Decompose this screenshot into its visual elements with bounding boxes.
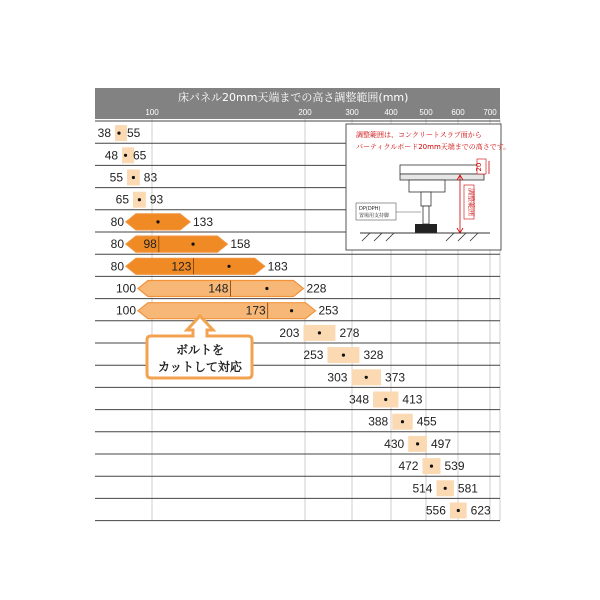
range-max-label: 83 (143, 170, 158, 185)
x-tick-label: 300 (345, 108, 359, 117)
range-max-label: 497 (430, 436, 452, 451)
range-max-label: 65 (133, 148, 147, 163)
range-midpoint (132, 176, 135, 179)
range-min-label: 203 (279, 325, 300, 340)
pedestal-shaft (423, 206, 429, 224)
dim-20-label: 20 (475, 162, 483, 172)
range-row (98, 125, 141, 141)
range-midpoint (430, 465, 433, 468)
range-row (398, 458, 464, 474)
range-cut-label: 173 (245, 303, 266, 318)
range-row (412, 480, 478, 496)
inset-diagram (346, 124, 510, 250)
range-row (116, 192, 164, 208)
range-min-label: 472 (398, 459, 419, 474)
range-min-label: 348 (349, 392, 370, 407)
range-min-label: 514 (412, 481, 433, 496)
range-min-label: 430 (384, 436, 405, 451)
range-max-label: 158 (230, 237, 251, 252)
range-max-label: 228 (306, 281, 327, 296)
x-tick-label: 100 (145, 108, 159, 117)
x-tick-label: 700 (483, 108, 497, 117)
range-max-label: 55 (127, 126, 141, 141)
range-row (368, 414, 437, 430)
range-box (115, 125, 127, 141)
range-midpoint (365, 376, 368, 379)
range-arrow (126, 236, 227, 252)
range-min-label: 80 (110, 237, 124, 252)
range-max-label: 413 (402, 392, 423, 407)
range-row (110, 170, 158, 186)
range-midpoint (401, 420, 404, 423)
range-min-label: 55 (109, 170, 123, 185)
range-min-label: 48 (104, 148, 119, 163)
range-label: 調整範囲 (467, 188, 475, 216)
range-max-label: 373 (385, 370, 406, 385)
range-cut-label: 148 (208, 281, 229, 296)
range-max-label: 278 (339, 325, 360, 340)
range-row (327, 369, 405, 385)
pedestal-base (415, 224, 437, 233)
range-max-label: 539 (444, 459, 465, 474)
range-min-label: 38 (97, 126, 111, 141)
range-midpoint (318, 331, 321, 334)
range-max-label: 581 (457, 481, 478, 496)
range-midpoint (117, 132, 120, 135)
inset-note-1: 調整範囲は、コンクリートスラブ面から (356, 131, 482, 139)
range-row (349, 392, 423, 408)
range-midpoint (416, 442, 419, 445)
particle-board (400, 174, 484, 180)
range-midpoint (384, 398, 387, 401)
range-arrow (138, 303, 315, 319)
range-row (111, 236, 251, 252)
range-cut-label: 123 (171, 259, 192, 274)
range-max-label: 133 (193, 214, 214, 229)
range-midpoint (156, 220, 159, 223)
range-min-label: 100 (115, 303, 136, 318)
range-row (303, 347, 383, 363)
inset-note-2: パーティクルボード20mm天端までの高さです。 (356, 143, 511, 151)
range-midpoint (138, 198, 141, 201)
x-tick-label: 500 (419, 108, 433, 117)
range-row (105, 147, 147, 163)
pedestal-head (409, 180, 445, 192)
range-arrow (126, 258, 265, 274)
floor-panel (400, 162, 484, 174)
pedestal-bolt (421, 192, 431, 206)
range-max-label: 623 (470, 503, 491, 518)
range-min-label: 388 (368, 414, 389, 429)
range-row (279, 325, 359, 341)
range-min-label: 80 (110, 259, 124, 274)
range-max-label: 328 (363, 348, 384, 363)
dp-label-1: DP(DPH) (359, 206, 381, 212)
range-midpoint (265, 287, 268, 290)
range-min-label: 253 (303, 348, 324, 363)
range-cut-label: 98 (143, 237, 157, 252)
range-row (116, 303, 339, 319)
range-min-label: 65 (115, 192, 129, 207)
chart-title: 床パネル20mm天端までの高さ調整範囲(mm) (178, 91, 409, 104)
range-row (116, 281, 327, 297)
x-tick-label: 600 (451, 108, 465, 117)
range-midpoint (227, 265, 230, 268)
x-tick-label: 400 (384, 108, 398, 117)
dp-label-2: 置場用支持脚 (359, 213, 390, 219)
range-midpoint (444, 487, 447, 490)
range-min-label: 303 (327, 370, 348, 385)
range-row (384, 436, 451, 452)
range-max-label: 183 (267, 259, 288, 274)
range-row (111, 214, 214, 230)
bolt-cut-callout (147, 316, 252, 378)
range-max-label: 253 (318, 303, 339, 318)
range-midpoint (457, 509, 460, 512)
range-midpoint (290, 309, 293, 312)
range-row (426, 503, 491, 519)
callout-line-2: カットして対応 (158, 360, 242, 374)
range-row (111, 258, 288, 274)
range-min-label: 556 (425, 503, 446, 518)
range-max-label: 93 (149, 192, 164, 207)
range-max-label: 455 (416, 414, 437, 429)
range-midpoint (191, 243, 194, 246)
range-min-label: 100 (115, 281, 136, 296)
x-tick-label: 200 (298, 108, 312, 117)
range-min-label: 80 (110, 214, 124, 229)
range-midpoint (124, 154, 127, 157)
range-midpoint (342, 354, 345, 357)
callout-line-1: ボルトを (175, 343, 225, 357)
